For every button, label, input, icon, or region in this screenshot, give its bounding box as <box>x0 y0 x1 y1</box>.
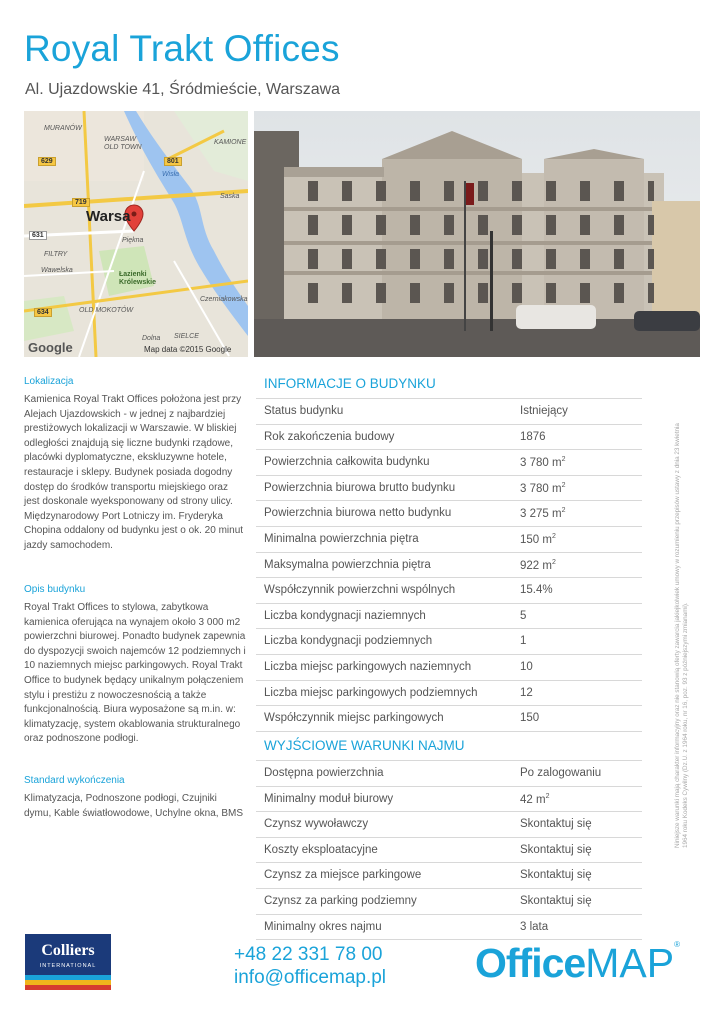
row-label: Czynsz za parking podziemny <box>264 894 417 907</box>
row-value <box>520 767 601 779</box>
table-row <box>256 838 642 864</box>
row-value-text: 150 <box>520 712 540 725</box>
row-value-text: 150 m <box>520 533 552 546</box>
row-value <box>520 869 592 881</box>
row-label: Współczynnik miejsc parkingowych <box>264 712 444 725</box>
map-label: KAMIONE <box>214 139 247 146</box>
map-label: Saska <box>220 193 240 200</box>
table-row <box>256 501 642 527</box>
table-row <box>256 476 642 502</box>
map-label: FILTRY <box>44 251 68 258</box>
row-label: Minimalny okres najmu <box>264 920 382 933</box>
row-value <box>520 844 592 856</box>
row-label: Powierzchnia całkowita budynku <box>264 456 430 469</box>
section-location <box>24 376 246 554</box>
unit-superscript: 2 <box>561 507 566 515</box>
row-value-text: 42 m <box>520 793 546 806</box>
row-value <box>520 482 565 495</box>
row-value <box>520 712 539 724</box>
colliers-logo[interactable] <box>25 934 111 990</box>
info-heading: INFORMACJE O BUDYNKU <box>264 376 436 391</box>
google-logo[interactable]: Google <box>28 340 73 355</box>
window-grid <box>294 181 654 311</box>
table-row <box>256 889 642 915</box>
row-label: Maksymalna powierzchnia piętra <box>264 558 431 571</box>
row-value-text: 3 275 m <box>520 508 562 521</box>
colliers-stripe <box>25 975 111 990</box>
road-badge: 719 <box>72 198 90 207</box>
map-label: OLD MOKOTÓW <box>79 307 134 314</box>
table-row <box>256 915 642 941</box>
map-label: Wisła <box>162 171 180 178</box>
location-text: Kamienica Royal Trakt Offices położona jest przy Alejach Ujazdowskich - w jednej z najbardziej prestiżowych lokalizacji w Warszawie. W bliskiej odległości znajdują się liczne budynki rządowe, placówki dyplomatyczne, ekskluzywne hotele, restauracje i sklepy. Budynek posiada dogodny dostęp do środków transportu miejskiego oraz jest doskonale wyeksponowany od strony ulicy. Międzynarodowy Port Lotniczy im. Fryderyka Chopina oddalony od budynku jest o ok. 20 minut jazdy samochodem. <box>24 394 244 551</box>
row-value <box>520 533 556 546</box>
unit-superscript: 2 <box>551 558 556 566</box>
row-label: Czynsz za miejsce parkingowe <box>264 869 422 882</box>
row-value <box>520 559 556 572</box>
row-label: Liczba kondygnacji naziemnych <box>264 609 426 622</box>
row-label: Czynsz wywoławczy <box>264 818 369 831</box>
road-badge: 801 <box>164 157 182 166</box>
row-label: Liczba miejsc parkingowych naziemnych <box>264 660 472 673</box>
colliers-sub: INTERNATIONAL <box>39 963 97 969</box>
page-title: Royal Trakt Offices <box>24 28 340 69</box>
unit-superscript: 2 <box>561 456 566 464</box>
section-label-description: Opis budynku <box>24 584 86 595</box>
table-row <box>256 760 642 787</box>
table-row <box>256 553 642 579</box>
unit-superscript: 2 <box>545 792 550 800</box>
table-row <box>256 425 642 451</box>
row-value <box>520 895 592 907</box>
row-value <box>520 921 548 933</box>
row-label: Współczynnik powierzchni wspólnych <box>264 584 456 597</box>
map-city-label: Warsa <box>86 208 131 225</box>
row-value <box>520 661 533 673</box>
row-value-text: 1876 <box>520 430 546 443</box>
row-label: Liczba miejsc parkingowych podziemnych <box>264 686 478 699</box>
row-value-text: Istniejący <box>520 405 568 417</box>
registered-mark: ® <box>674 940 680 949</box>
legal-disclaimer: Niniejsze warunki mają charakter informacyjny oraz nie stanowią oferty zawarcia jakiejkolwiek umowy w rozumieniu przepisów ustawy z dnia 23 kwietnia 1964 roku Kodeks Cywilny (Dz.U. z 1964 roku, nr 16, poz. 93 z późniejszymi zmianami). <box>674 423 689 848</box>
map-label: SIELCE <box>174 333 199 340</box>
row-value <box>520 431 546 443</box>
row-label: Liczba kondygnacji podziemnych <box>264 635 433 648</box>
row-value <box>520 687 533 699</box>
row-value-text: 922 m <box>520 559 552 572</box>
map-attribution: Map data ©2015 Google <box>144 345 232 354</box>
colliers-name: Colliers <box>41 942 95 959</box>
section-standard <box>24 775 246 821</box>
road-badge: 629 <box>38 157 56 166</box>
building-info-table <box>256 398 642 732</box>
lease-terms-table <box>256 760 642 940</box>
officemap-logo-map: MAP <box>585 940 675 986</box>
table-row <box>256 604 642 630</box>
row-label: Dostępna powierzchnia <box>264 767 384 779</box>
row-value-text: 10 <box>520 660 533 673</box>
table-row <box>256 655 642 681</box>
row-value-text: 5 <box>520 609 527 622</box>
row-label: Powierzchnia biurowa brutto budynku <box>264 481 456 494</box>
address: Al. Ujazdowskie 41, Śródmieście, Warszawa <box>25 81 341 98</box>
row-label: Koszty eksploatacyjne <box>264 843 378 856</box>
map-label: Łazienki Królewskie <box>119 271 156 286</box>
location-map[interactable] <box>24 111 248 357</box>
standard-text: Klimatyzacja, Podnoszone podłogi, Czujniki dymu, Kable światłowodowe, Uchylne okna, BMS <box>24 793 243 819</box>
row-label: Rok zakończenia budowy <box>264 430 395 443</box>
row-value-text: 12 <box>520 686 533 699</box>
row-value-text: 3 lata <box>520 920 549 933</box>
map-label: WARSAW OLD TOWN <box>104 136 142 151</box>
map-label: Dolna <box>142 335 161 342</box>
building-photo <box>254 111 700 357</box>
row-value <box>520 507 565 520</box>
table-row <box>256 787 642 813</box>
row-value-text: Skontaktuj się <box>520 818 592 831</box>
section-label-location: Lokalizacja <box>24 376 74 387</box>
row-label: Status budynku <box>264 405 344 417</box>
table-row <box>256 398 642 425</box>
road-badge: 631 <box>29 231 47 240</box>
table-row <box>256 812 642 838</box>
row-value <box>520 818 592 830</box>
table-row <box>256 578 642 604</box>
row-value <box>520 405 568 417</box>
map-label: MURANÓW <box>44 125 82 132</box>
road-badge: 634 <box>34 308 52 317</box>
row-value-text: 3 780 m <box>520 457 562 470</box>
row-value-text: 1 <box>520 635 527 648</box>
table-row <box>256 629 642 655</box>
table-row <box>256 706 642 732</box>
officemap-logo[interactable] <box>475 940 680 990</box>
map-label: Czerniakowska <box>200 296 248 303</box>
unit-superscript: 2 <box>561 481 566 489</box>
row-value <box>520 584 553 596</box>
row-value-text: Skontaktuj się <box>520 894 592 907</box>
description-text: Royal Trakt Offices to stylowa, zabytkowa kamienica oferująca na wynajem około 3 000 m2 powierzchni biurowej. Ponadto budynek zapewnia do dyspozycji swoich najemców 12 podziemnych i 10 naziemnych miejsc parkingowych. Royal Trakt Office to budynek będący unikalnym połączeniem stylu i prestiżu z nowoczesnością a także funkcjonalnością. Biura wyposażone są m.in. w: klimatyzację, system okablowania strukturalnego oraz podnoszone podłogi. <box>24 602 246 745</box>
unit-superscript: 2 <box>551 532 556 540</box>
row-value <box>520 793 549 806</box>
section-label-standard: Standard wykończenia <box>24 775 125 786</box>
section-description <box>24 584 246 747</box>
row-label: Minimalny moduł biurowy <box>264 792 394 805</box>
row-label: Powierzchnia biurowa netto budynku <box>264 507 452 520</box>
row-value-text: 3 780 m <box>520 482 562 495</box>
terms-heading: WYJŚCIOWE WARUNKI NAJMU <box>264 738 465 753</box>
row-value <box>520 635 526 647</box>
table-row <box>256 681 642 707</box>
row-value-text: Po zalogowaniu <box>520 767 602 779</box>
contact-phone[interactable]: +48 22 331 78 00 <box>234 944 383 965</box>
row-value <box>520 456 565 469</box>
table-row <box>256 863 642 889</box>
officemap-logo-office: Office <box>475 940 586 986</box>
row-label: Minimalna powierzchnia piętra <box>264 532 419 545</box>
table-row <box>256 527 642 553</box>
map-label: Piękna <box>122 237 144 244</box>
row-value <box>520 610 526 622</box>
row-value-text: Skontaktuj się <box>520 869 592 882</box>
map-label: Wawelska <box>41 267 73 274</box>
contact-email[interactable]: info@officemap.pl <box>234 967 387 988</box>
row-value-text: Skontaktuj się <box>520 843 592 856</box>
table-row <box>256 450 642 476</box>
row-value-text: 15.4% <box>520 584 553 597</box>
